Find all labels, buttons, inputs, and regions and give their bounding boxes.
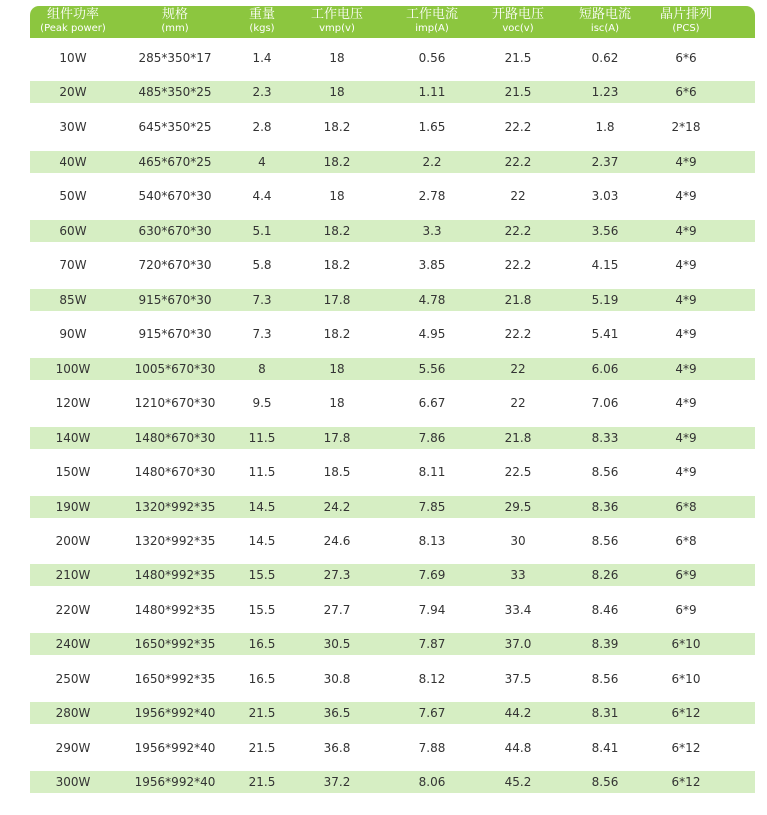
table-row [30,254,755,276]
cell-power: 85W [59,293,87,307]
header-label: 工作电压 [310,7,363,22]
cell-isc: 8.33 [591,431,619,445]
table-row [30,496,755,518]
cell-weight: 15.5 [248,568,276,582]
cell-weight: 14.5 [248,500,276,514]
cell-isc: 8.56 [591,672,619,686]
cell-isc: 3.56 [591,224,619,238]
table-row [30,47,755,69]
cell-isc: 6.06 [591,362,619,376]
cell-isc: 5.41 [591,327,619,341]
cell-imp: 2.2 [422,155,442,169]
cell-vmp: 18.2 [323,155,351,169]
table-row [30,151,755,173]
cell-cells: 4*9 [675,327,697,341]
cell-size: 1480*992*35 [134,603,216,617]
table-row [30,737,755,759]
table-row [30,633,755,655]
cell-size: 1480*992*35 [134,568,216,582]
cell-cells: 6*6 [675,51,697,65]
cell-size: 285*350*17 [138,51,212,65]
header-imp [387,6,477,38]
cell-cells: 2*18 [671,120,701,134]
cell-cells: 6*12 [671,706,701,720]
cell-imp: 2.78 [418,189,446,203]
cell-isc: 8.26 [591,568,619,582]
cell-vmp: 24.2 [323,500,351,514]
cell-cells: 6*12 [671,775,701,789]
cell-isc: 1.8 [595,120,615,134]
cell-cells: 6*8 [675,500,697,514]
cell-isc: 8.36 [591,500,619,514]
cell-voc: 22.2 [504,120,532,134]
cell-size: 1480*670*30 [134,431,216,445]
cell-power: 20W [59,85,87,99]
cell-cells: 6*10 [671,637,701,651]
cell-weight: 16.5 [248,672,276,686]
cell-imp: 8.11 [418,465,446,479]
cell-power: 150W [55,465,91,479]
cell-power: 60W [59,224,87,238]
cell-voc: 45.2 [504,775,532,789]
cell-power: 280W [55,706,91,720]
cell-imp: 8.13 [418,534,446,548]
cell-imp: 0.56 [418,51,446,65]
cell-voc: 30 [510,534,526,548]
header-size [120,6,230,38]
cell-weight: 16.5 [248,637,276,651]
table-row [30,702,755,724]
cell-imp: 8.06 [418,775,446,789]
cell-power: 250W [55,672,91,686]
table-row [30,771,755,793]
cell-vmp: 18.2 [323,327,351,341]
cell-voc: 22 [510,362,526,376]
cell-isc: 7.06 [591,396,619,410]
cell-weight: 11.5 [248,465,276,479]
cell-cells: 4*9 [675,258,697,272]
header-cells [651,6,721,38]
cell-weight: 21.5 [248,741,276,755]
cell-imp: 7.69 [418,568,446,582]
cell-weight: 8 [258,362,266,376]
cell-imp: 4.95 [418,327,446,341]
cell-size: 1320*992*35 [134,500,216,514]
header-label: 短路电流 [578,7,631,22]
cell-vmp: 36.5 [323,706,351,720]
cell-voc: 33 [510,568,526,582]
cell-imp: 7.67 [418,706,446,720]
cell-power: 300W [55,775,91,789]
cell-weight: 2.8 [252,120,272,134]
cell-weight: 5.8 [252,258,272,272]
cell-cells: 6*9 [675,603,697,617]
cell-vmp: 17.8 [323,293,351,307]
header-voc [483,6,553,38]
cell-isc: 8.41 [591,741,619,755]
cell-size: 1956*992*40 [134,741,216,755]
table-row [30,81,755,103]
cell-size: 485*350*25 [138,85,212,99]
cell-voc: 22.2 [504,155,532,169]
cell-voc: 21.8 [504,431,532,445]
cell-power: 120W [55,396,91,410]
cell-weight: 7.3 [252,293,272,307]
cell-vmp: 24.6 [323,534,351,548]
cell-weight: 4 [258,155,266,169]
cell-cells: 4*9 [675,224,697,238]
cell-cells: 4*9 [675,293,697,307]
cell-cells: 4*9 [675,396,697,410]
cell-vmp: 37.2 [323,775,351,789]
cell-isc: 8.46 [591,603,619,617]
cell-power: 240W [55,637,91,651]
cell-imp: 6.67 [418,396,446,410]
header-label: 工作电流 [405,7,458,22]
cell-voc: 22.2 [504,258,532,272]
table-row [30,461,755,483]
cell-power: 70W [59,258,87,272]
cell-isc: 1.23 [591,85,619,99]
header-power [29,6,117,38]
cell-cells: 6*6 [675,85,697,99]
cell-imp: 8.12 [418,672,446,686]
cell-power: 10W [59,51,87,65]
cell-size: 540*670*30 [138,189,212,203]
table-row [30,289,755,311]
cell-cells: 4*9 [675,431,697,445]
cell-cells: 6*9 [675,568,697,582]
header-label: 晶片排列 [659,7,712,22]
cell-voc: 44.8 [504,741,532,755]
header-unit: vmp(v) [319,23,355,34]
header-unit: (kgs) [249,23,275,34]
cell-vmp: 18 [329,189,345,203]
cell-voc: 21.5 [504,51,532,65]
header-unit: imp(A) [415,23,449,34]
cell-imp: 7.85 [418,500,446,514]
cell-vmp: 18 [329,362,345,376]
cell-weight: 14.5 [248,534,276,548]
header-vmp [302,6,372,38]
cell-size: 915*670*30 [138,293,212,307]
cell-cells: 6*10 [671,672,701,686]
cell-power: 290W [55,741,91,755]
cell-vmp: 27.3 [323,568,351,582]
cell-weight: 1.4 [252,51,272,65]
cell-voc: 37.0 [504,637,532,651]
cell-power: 100W [55,362,91,376]
cell-isc: 5.19 [591,293,619,307]
cell-power: 30W [59,120,87,134]
cell-isc: 4.15 [591,258,619,272]
header-unit: (PCS) [672,23,700,34]
cell-voc: 21.5 [504,85,532,99]
cell-vmp: 30.8 [323,672,351,686]
header-label: 规格 [161,7,188,22]
cell-vmp: 18 [329,51,345,65]
table-row [30,323,755,345]
cell-size: 1320*992*35 [134,534,216,548]
cell-weight: 9.5 [252,396,272,410]
cell-size: 1956*992*40 [134,706,216,720]
cell-vmp: 17.8 [323,431,351,445]
cell-voc: 37.5 [504,672,532,686]
cell-weight: 21.5 [248,706,276,720]
table-row [30,220,755,242]
cell-power: 190W [55,500,91,514]
cell-voc: 44.2 [504,706,532,720]
cell-vmp: 18 [329,396,345,410]
table-row [30,185,755,207]
cell-voc: 22.2 [504,327,532,341]
cell-vmp: 18.2 [323,120,351,134]
cell-weight: 7.3 [252,327,272,341]
cell-weight: 21.5 [248,775,276,789]
cell-size: 1480*670*30 [134,465,216,479]
table-row [30,116,755,138]
table-row [30,427,755,449]
header-label: 开路电压 [491,7,544,22]
cell-weight: 5.1 [252,224,272,238]
cell-size: 720*670*30 [138,258,212,272]
cell-imp: 7.94 [418,603,446,617]
cell-isc: 8.56 [591,534,619,548]
cell-voc: 22 [510,189,526,203]
cell-power: 50W [59,189,87,203]
cell-cells: 6*8 [675,534,697,548]
table-row [30,599,755,621]
cell-size: 1210*670*30 [134,396,216,410]
cell-cells: 4*9 [675,362,697,376]
cell-vmp: 18.2 [323,224,351,238]
cell-voc: 22 [510,396,526,410]
cell-voc: 21.8 [504,293,532,307]
cell-imp: 1.11 [418,85,446,99]
cell-cells: 4*9 [675,155,697,169]
cell-power: 40W [59,155,87,169]
header-label: 组件功率 [46,7,99,22]
header-weight [240,6,284,38]
table-row [30,564,755,586]
cell-imp: 7.88 [418,741,446,755]
cell-power: 90W [59,327,87,341]
cell-imp: 7.87 [418,637,446,651]
cell-vmp: 27.7 [323,603,351,617]
cell-power: 200W [55,534,91,548]
table-row [30,668,755,690]
cell-vmp: 18.2 [323,258,351,272]
cell-cells: 4*9 [675,465,697,479]
cell-vmp: 30.5 [323,637,351,651]
header-unit: (Peak power) [40,23,106,34]
cell-size: 465*670*25 [138,155,212,169]
cell-imp: 3.3 [422,224,442,238]
cell-power: 210W [55,568,91,582]
table-row [30,392,755,414]
cell-isc: 8.31 [591,706,619,720]
cell-cells: 4*9 [675,189,697,203]
cell-isc: 3.03 [591,189,619,203]
cell-size: 1956*992*40 [134,775,216,789]
cell-cells: 6*12 [671,741,701,755]
table-header [30,6,755,38]
cell-size: 1650*992*35 [134,637,216,651]
cell-imp: 1.65 [418,120,446,134]
cell-imp: 3.85 [418,258,446,272]
cell-size: 915*670*30 [138,327,212,341]
table-row [30,358,755,380]
cell-weight: 11.5 [248,431,276,445]
cell-vmp: 18.5 [323,465,351,479]
cell-weight: 4.4 [252,189,272,203]
cell-weight: 15.5 [248,603,276,617]
cell-imp: 4.78 [418,293,446,307]
cell-isc: 8.39 [591,637,619,651]
cell-size: 630*670*30 [138,224,212,238]
cell-vmp: 18 [329,85,345,99]
cell-isc: 0.62 [591,51,619,65]
cell-power: 220W [55,603,91,617]
cell-imp: 5.56 [418,362,446,376]
cell-voc: 29.5 [504,500,532,514]
header-isc [565,6,645,38]
cell-weight: 2.3 [252,85,272,99]
cell-vmp: 36.8 [323,741,351,755]
cell-voc: 22.5 [504,465,532,479]
cell-imp: 7.86 [418,431,446,445]
cell-voc: 33.4 [504,603,532,617]
cell-size: 1005*670*30 [134,362,216,376]
cell-isc: 2.37 [591,155,619,169]
header-label: 重量 [248,7,275,22]
cell-voc: 22.2 [504,224,532,238]
cell-isc: 8.56 [591,465,619,479]
cell-isc: 8.56 [591,775,619,789]
cell-power: 140W [55,431,91,445]
table-row [30,530,755,552]
cell-size: 1650*992*35 [134,672,216,686]
header-unit: voc(v) [502,23,534,34]
header-unit: (mm) [161,23,189,34]
cell-size: 645*350*25 [138,120,212,134]
header-unit: isc(A) [590,23,620,34]
